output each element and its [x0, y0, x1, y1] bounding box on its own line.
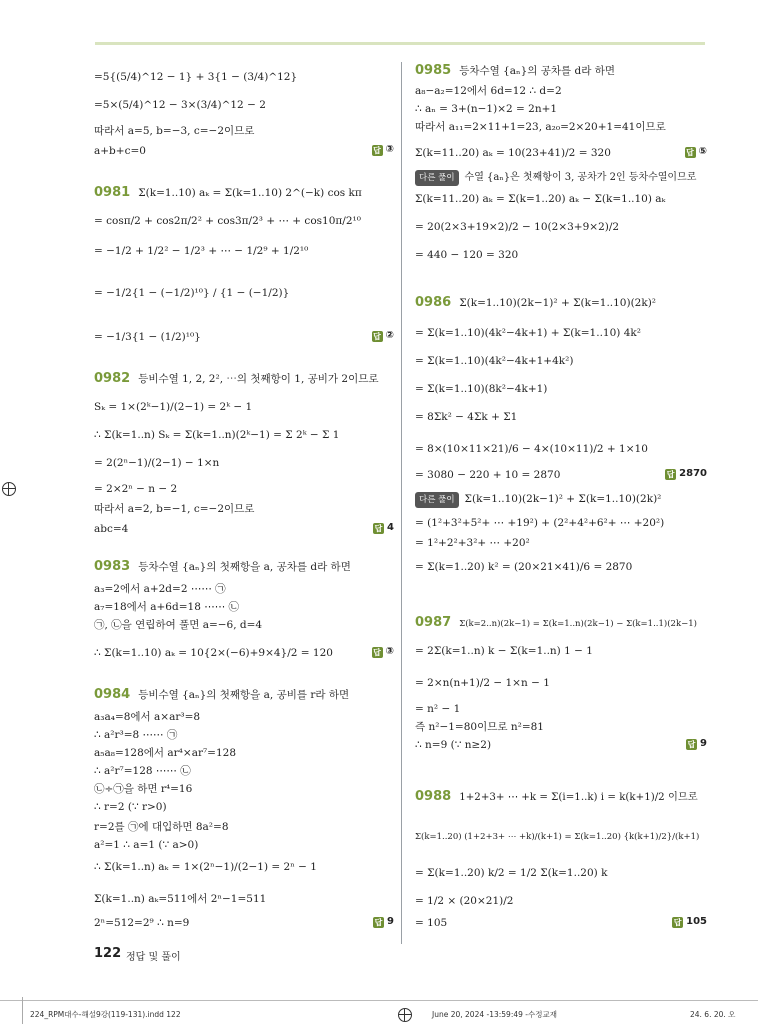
- solution-line: [415, 296, 656, 310]
- solution-text: = 2×n(n+1)/2 − 1×n − 1: [415, 677, 550, 689]
- solution-line: [94, 782, 192, 796]
- solution-line: [94, 646, 333, 660]
- solution-line: [94, 710, 200, 724]
- answer-icon: 답: [666, 470, 675, 479]
- solution-line: [415, 676, 550, 690]
- solution-text: a²=1 ∴ a=1 (∵ a>0): [94, 839, 199, 851]
- problem-number: 0985: [415, 63, 452, 78]
- solution-text: = 8×(10×11×21)/6 − 4×(10×11)/2 + 1×10: [415, 443, 648, 455]
- answer-value: 105: [686, 916, 707, 927]
- solution-text: = Σ(k=1..10)(4k²−4k+1) + Σ(k=1..10) 4k²: [415, 327, 641, 339]
- solution-text: = 1/2 × (20×21)/2: [415, 895, 514, 907]
- solution-text: Σ(k=2..n)(2k−1) = Σ(k=1..n)(2k−1) − Σ(k=1..1)(2k−1): [459, 619, 697, 629]
- problem-number: 0981: [94, 185, 131, 200]
- solution-line: [415, 248, 518, 262]
- solution-text: = −1/3{1 − (1/2)¹⁰}: [94, 331, 201, 343]
- solution-line: [94, 372, 379, 386]
- solution-text: = 1²+2²+3²+ ⋯ +20²: [415, 537, 530, 549]
- solution-text: 즉 n²−1=80이므로 n²=81: [415, 721, 544, 733]
- solution-line: [415, 894, 513, 908]
- problem-number: 0987: [415, 615, 452, 630]
- slug-filename: 224_RPM대수-해설9강(119-131).indd 122: [30, 1010, 181, 1019]
- solution-line: [94, 186, 362, 200]
- solution-text: 1+2+3+ ⋯ +k = Σ(i=1..k) i = k(k+1)/2 이므로: [459, 791, 698, 803]
- solution-text: = 8Σk² − 4Σk + Σ1: [415, 411, 518, 423]
- answer-icon: 답: [687, 740, 696, 749]
- solution-line: [415, 516, 664, 530]
- slug-date: June 20, 2024 -13:59:49 -수정교재: [432, 1010, 557, 1019]
- answer-value: 9: [387, 916, 394, 927]
- solution-line: [94, 482, 177, 496]
- solution-text: Σ(k=1..10) aₖ = Σ(k=1..10) 2^(−k) cos kπ: [138, 187, 362, 199]
- problem-number: 0986: [415, 295, 452, 310]
- solution-line: [415, 64, 615, 78]
- answer-mark: [372, 330, 394, 342]
- answer-mark: [372, 646, 394, 658]
- answer-mark: [686, 738, 707, 750]
- answer-icon: 답: [373, 146, 381, 155]
- answer-value: ③: [385, 144, 394, 155]
- solution-line: [415, 410, 517, 424]
- solution-line: [94, 688, 349, 702]
- solution-line: [415, 354, 573, 368]
- solution-line: [94, 244, 308, 258]
- solution-line: [94, 502, 254, 516]
- solution-line: [415, 382, 547, 396]
- solution-text: 등비수열 1, 2, 2², ⋯의 첫째항이 1, 공비가 2이므로: [138, 373, 379, 385]
- page-footer-label: 정답 및 풀이: [126, 952, 181, 963]
- solution-text: 등비수열 {aₙ}의 첫째항을 a, 공비를 r라 하면: [138, 689, 350, 701]
- answer-value: ②: [385, 330, 394, 341]
- answer-mark: [665, 468, 707, 480]
- solution-text: ∴ aₙ = 3+(n−1)×2 = 2n+1: [415, 103, 558, 115]
- solution-line: [94, 838, 198, 852]
- solution-text: a₃=2에서 a+2d=2 ⋯⋯ ㉠: [94, 583, 226, 595]
- solution-line: [94, 560, 351, 574]
- solution-text: ∴ n=9 (∵ n≥2): [415, 739, 492, 751]
- answer-mark: [373, 522, 394, 534]
- solution-line: [94, 860, 317, 874]
- solution-text: = 440 − 120 = 320: [415, 249, 519, 261]
- solution-line: [415, 790, 698, 804]
- solution-line: [415, 120, 666, 134]
- problem-number: 0982: [94, 371, 131, 386]
- solution-line: [415, 702, 460, 716]
- answer-icon: 답: [373, 648, 381, 657]
- solution-text: = Σ(k=1..10)(4k²−4k+1+4k²): [415, 355, 574, 367]
- solution-text: r=2를 ㉠에 대입하면 8a²=8: [94, 821, 229, 833]
- answer-mark: [372, 144, 394, 156]
- solution-text: =5×(5/4)^12 − 3×(3/4)^12 − 2: [94, 99, 266, 111]
- solution-text: = 20(2×3+19×2)/2 − 10(2×3+9×2)/2: [415, 221, 620, 233]
- solution-text: Σ(k=1..20) (1+2+3+ ⋯ +k)/(k+1) = Σ(k=1..20) {k(k+1)/2}/(k+1): [415, 832, 700, 842]
- solution-line: [94, 916, 189, 930]
- solution-text: = −1/2{1 − (−1/2)¹⁰} / {1 − (−1/2)}: [94, 287, 290, 299]
- solution-line: [94, 214, 361, 228]
- solution-line: [415, 326, 641, 340]
- solution-line: [94, 618, 262, 632]
- solution-text: = Σ(k=1..20) k/2 = 1/2 Σ(k=1..20) k: [415, 867, 608, 879]
- alt-solution-badge: 다른 풀이: [415, 170, 459, 186]
- solution-text: Σ(k=1..10)(2k−1)² + Σ(k=1..10)(2k)²: [464, 493, 662, 505]
- solution-line: [415, 442, 648, 456]
- slug-rule: [0, 1000, 758, 1001]
- answer-icon: 답: [373, 332, 381, 341]
- solution-text: a₃a₄=8에서 a×ar³=8: [94, 711, 201, 723]
- solution-text: = n² − 1: [415, 703, 461, 715]
- solution-text: =5{(5/4)^12 − 1} + 3{1 − (3/4)^12}: [94, 71, 298, 83]
- problem-number: 0984: [94, 687, 131, 702]
- solution-line: [94, 70, 297, 84]
- solution-line: [415, 84, 562, 98]
- solution-line: [94, 728, 177, 742]
- solution-line: [94, 522, 128, 536]
- solution-line: [415, 616, 697, 631]
- solution-text: ∴ a²r³=8 ⋯⋯ ㉠: [94, 729, 178, 741]
- problem-number: 0983: [94, 559, 131, 574]
- solution-line: [415, 170, 696, 186]
- solution-text: = 2Σ(k=1..n) k − Σ(k=1..n) 1 − 1: [415, 645, 593, 657]
- header-rule: [95, 42, 705, 45]
- solution-line: [94, 820, 229, 834]
- solution-line: [415, 102, 557, 116]
- solution-text: 등차수열 {aₙ}의 공차를 d라 하면: [459, 65, 615, 77]
- solution-line: [94, 800, 167, 814]
- solution-line: [94, 600, 239, 614]
- solution-text: = Σ(k=1..20) k² = (20×21×41)/6 = 2870: [415, 561, 633, 573]
- answer-icon: 답: [686, 148, 694, 157]
- solution-line: [415, 830, 699, 844]
- solution-text: a₈−a₂=12에서 6d=12 ∴ d=2: [415, 85, 562, 97]
- solution-text: 등차수열 {aₙ}의 첫째항을 a, 공차를 d라 하면: [138, 561, 351, 573]
- column-divider: [401, 62, 402, 944]
- solution-line: [415, 916, 447, 930]
- solution-text: Σ(k=1..n) aₖ=511에서 2ⁿ−1=511: [94, 893, 267, 905]
- solution-line: [415, 146, 611, 160]
- registration-mark-icon: [2, 482, 16, 496]
- solution-line: [415, 738, 491, 752]
- solution-text: = −1/2 + 1/2² − 1/2³ + ⋯ − 1/2⁹ + 1/2¹⁰: [94, 245, 309, 257]
- registration-mark-icon: [398, 1008, 412, 1022]
- solution-text: ∴ r=2 (∵ r>0): [94, 801, 167, 813]
- page-number: 122: [94, 946, 122, 961]
- solution-text: abc=4: [94, 523, 129, 535]
- solution-text: ㉠, ㉡을 연립하여 풀면 a=−6, d=4: [94, 619, 263, 631]
- solution-line: [415, 536, 530, 550]
- solution-line: [94, 582, 226, 596]
- answer-mark: [373, 916, 394, 928]
- solution-text: Σ(k=11..20) aₖ = 10(23+41)/2 = 320: [415, 147, 611, 159]
- solution-text: Sₖ = 1×(2ᵏ−1)/(2−1) = 2ᵏ − 1: [94, 401, 253, 413]
- solution-text: = (1²+3²+5²+ ⋯ +19²) + (2²+4²+6²+ ⋯ +20²): [415, 517, 665, 529]
- answer-value: 2870: [679, 468, 707, 479]
- answer-icon: 답: [673, 918, 682, 927]
- solution-text: = 2×2ⁿ − n − 2: [94, 483, 178, 495]
- solution-text: = cosπ/2 + cos2π/2² + cos3π/2³ + ⋯ + cos10π/2¹⁰: [94, 215, 361, 227]
- solution-line: [415, 220, 619, 234]
- solution-text: 따라서 a=5, b=−3, c=−2이므로: [94, 125, 255, 137]
- solution-line: [415, 560, 632, 574]
- solution-line: [94, 98, 266, 112]
- answer-mark: [685, 146, 707, 158]
- solution-text: 따라서 a=2, b=−1, c=−2이므로: [94, 503, 255, 515]
- answer-value: 4: [387, 522, 394, 533]
- answer-value: ③: [385, 646, 394, 657]
- problem-number: 0988: [415, 789, 452, 804]
- solution-text: Σ(k=11..20) aₖ = Σ(k=1..20) aₖ − Σ(k=1..10) aₖ: [415, 193, 666, 205]
- solution-text: ∴ Σ(k=1..10) aₖ = 10{2×(−6)+9×4}/2 = 120: [94, 647, 333, 659]
- solution-line: [94, 428, 339, 442]
- solution-line: [94, 330, 201, 344]
- solution-text: a+b+c=0: [94, 145, 146, 157]
- solution-text: ∴ Σ(k=1..n) aₖ = 1×(2ⁿ−1)/(2−1) = 2ⁿ − 1: [94, 861, 317, 873]
- solution-text: 수열 {aₙ}은 첫째항이 3, 공차가 2인 등차수열이므로: [464, 172, 697, 183]
- solution-line: [415, 644, 593, 658]
- crop-mark: [22, 997, 23, 1024]
- solution-text: ∴ a²r⁷=128 ⋯⋯ ㉡: [94, 765, 191, 777]
- solution-text: 따라서 a₁₁=2×11+1=23, a₂₀=2×20+1=41이므로: [415, 121, 666, 133]
- solution-line: [415, 192, 665, 206]
- solution-line: [415, 492, 661, 508]
- solution-line: [94, 400, 252, 414]
- solution-line: [415, 720, 544, 734]
- solution-text: ㉡÷㉠을 하면 r⁴=16: [94, 783, 193, 795]
- solution-text: Σ(k=1..10)(2k−1)² + Σ(k=1..10)(2k)²: [459, 297, 657, 309]
- answer-value: ⑤: [698, 146, 707, 157]
- solution-line: [94, 124, 254, 138]
- answer-mark: [672, 916, 707, 928]
- solution-text: = 105: [415, 917, 448, 929]
- solution-text: = 2(2ⁿ−1)/(2−1) − 1×n: [94, 457, 220, 469]
- solution-line: [94, 286, 289, 300]
- solution-text: = Σ(k=1..10)(8k²−4k+1): [415, 383, 548, 395]
- solution-text: ∴ Σ(k=1..n) Sₖ = Σ(k=1..n)(2ᵏ−1) = Σ 2ᵏ − Σ 1: [94, 429, 340, 441]
- solution-line: [94, 746, 236, 760]
- solution-line: [94, 892, 266, 906]
- answer-icon: 답: [374, 524, 383, 533]
- solution-text: a₇=18에서 a+6d=18 ⋯⋯ ㉡: [94, 601, 240, 613]
- answer-value: 9: [700, 738, 707, 749]
- slug-right: 24. 6. 20. 오: [690, 1010, 736, 1019]
- solution-text: a₅a₈=128에서 ar⁴×ar⁷=128: [94, 747, 237, 759]
- solution-line: [94, 144, 146, 158]
- solution-line: [94, 764, 191, 778]
- solution-text: = 3080 − 220 + 10 = 2870: [415, 469, 561, 481]
- solution-text: 2ⁿ=512=2⁹ ∴ n=9: [94, 917, 190, 929]
- solution-line: [94, 456, 219, 470]
- solution-line: [415, 866, 607, 880]
- solution-line: [415, 468, 560, 482]
- alt-solution-badge: 다른 풀이: [415, 492, 459, 508]
- answer-icon: 답: [374, 918, 383, 927]
